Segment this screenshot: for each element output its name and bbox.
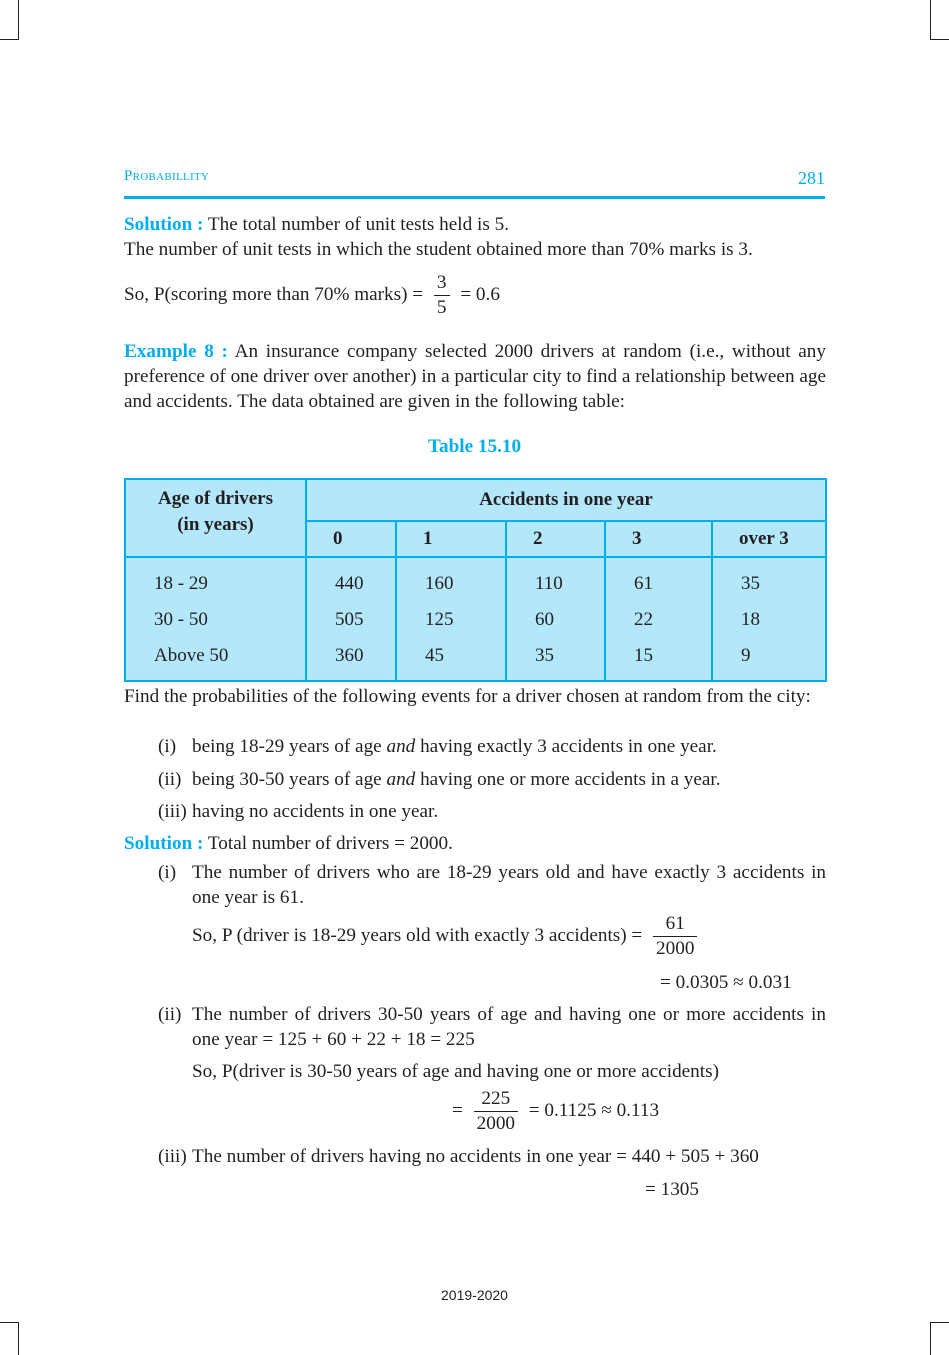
value-cell: 61	[605, 557, 712, 602]
value-cell: 18	[712, 602, 826, 638]
example-label: Example 8 :	[124, 341, 228, 362]
crop-mark-top-right-v	[930, 0, 931, 40]
solution-1-line-2: The number of unit tests in which the student obtained more than 70% marks is 3.	[124, 239, 753, 260]
value-cell: 60	[506, 602, 605, 638]
table-caption: Table 15.10	[427, 436, 522, 457]
example-8-paragraph	[124, 339, 826, 414]
solution-2-total: Solution : Total number of drivers = 2000.	[124, 833, 453, 854]
table-row	[125, 557, 826, 602]
table-row	[125, 638, 826, 681]
fraction-denominator: 5	[434, 295, 450, 319]
accidents-table	[124, 478, 827, 682]
column-header: 3	[605, 521, 712, 557]
solution-1-text: The total number of unit tests held is 5.	[207, 214, 509, 235]
solution-1-probability	[124, 272, 826, 319]
crop-mark-top-left-v	[18, 0, 19, 40]
solution-label: Solution :	[124, 214, 204, 235]
running-title: Probabillity	[124, 168, 210, 184]
page-header	[124, 168, 825, 199]
value-cell: 35	[506, 638, 605, 681]
column-header: over 3	[712, 521, 826, 557]
example-text: An insurance company selected 2000 drivers at random (i.e., without any preference of one driver over another) in a particular city to find a relationship between age and accidents. The data obtained are given in the following table:	[124, 341, 826, 412]
age-cell: 30 - 50	[125, 602, 306, 638]
solution-part-2-probability: So, P(driver is 30-50 years of age and having one or more accidents)	[192, 1061, 719, 1082]
table-row	[125, 602, 826, 638]
crop-mark-bottom-right-h	[931, 1322, 949, 1323]
fraction-numerator: 3	[436, 272, 447, 293]
crop-mark-top-left-h	[0, 39, 18, 40]
age-cell: 18 - 29	[125, 557, 306, 602]
column-header: 1	[396, 521, 506, 557]
fraction-3-5	[434, 272, 450, 319]
solution-part-1-probability: So, P (driver is 18-29 years old with exactly 3 accidents) = $\frac{61}{2000}$	[192, 913, 703, 960]
value-cell: 22	[605, 602, 712, 638]
solution-1-line-1	[124, 212, 826, 237]
age-cell: Above 50	[125, 638, 306, 681]
crop-mark-top-right-h	[931, 39, 949, 40]
prob-result: = 0.6	[460, 283, 500, 305]
value-cell: 440	[306, 557, 396, 602]
fraction-225-2000: $\frac{225}{2000}$	[474, 1088, 518, 1135]
value-cell: 125	[396, 602, 506, 638]
accidents-group-header: Accidents in one year	[306, 479, 826, 521]
column-header: 0	[306, 521, 396, 557]
crop-mark-bottom-right-v	[930, 1322, 931, 1355]
crop-mark-bottom-left-h	[0, 1322, 18, 1323]
value-cell: 110	[506, 557, 605, 602]
prob-prefix: So, P(scoring more than 70% marks) =	[124, 283, 424, 305]
value-cell: 35	[712, 557, 826, 602]
solution-part-1-result: = 0.0305 ≈ 0.031	[660, 972, 792, 993]
crop-mark-bottom-left-v	[18, 1322, 19, 1355]
value-cell: 160	[396, 557, 506, 602]
solution-label: Solution :	[124, 833, 204, 854]
solution-part-2-fraction-line: = $\frac{225}{2000}$ = 0.1125 ≈ 0.113	[452, 1088, 660, 1134]
page-number: 281	[798, 168, 825, 188]
value-cell: 505	[306, 602, 396, 638]
footer-year: 2019-2020	[441, 1287, 508, 1303]
column-header: 2	[506, 521, 605, 557]
fraction-61-2000: $\frac{61}{2000}$	[653, 913, 697, 960]
value-cell: 45	[396, 638, 506, 681]
value-cell: 15	[605, 638, 712, 681]
value-cell: 360	[306, 638, 396, 681]
solution-part-3-result: = 1305	[645, 1179, 699, 1200]
question-intro: Find the probabilities of the following events for a driver chosen at random from the city:	[124, 686, 811, 707]
value-cell: 9	[712, 638, 826, 681]
age-column-header: Age of drivers (in years)	[125, 479, 306, 557]
